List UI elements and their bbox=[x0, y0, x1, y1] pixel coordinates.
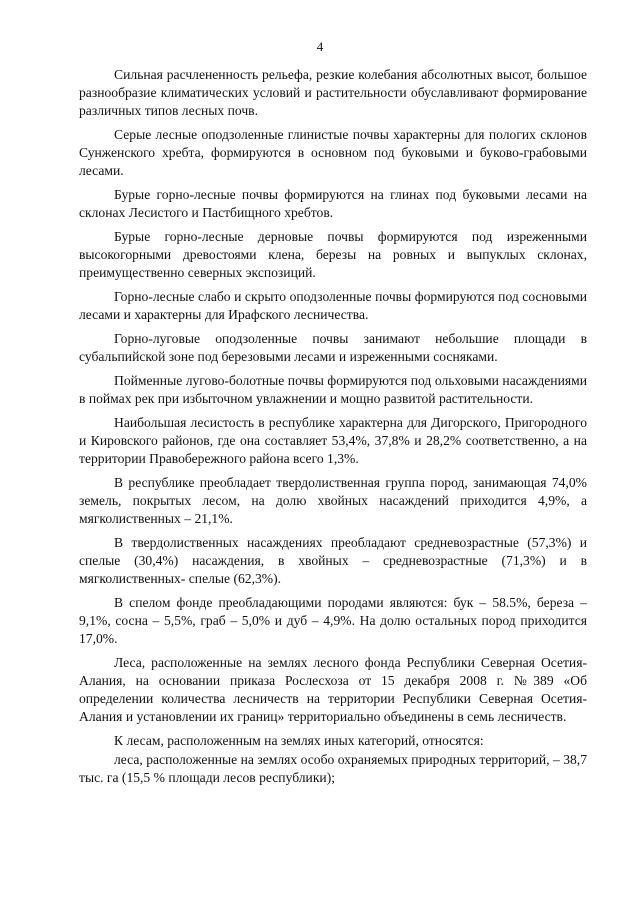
paragraph-floodplain-soils: Пойменные лугово-болотные почвы формируются под ольховыми насаждениями в поймах рек при избыточном увлажнении и мощно развитой растительности. bbox=[79, 373, 587, 406]
paragraph-grey-forest-soils: Серые лесные оподзоленные глинистые почвы характерны для пологих склонов Сунженского хребта, формируются в основном под буковыми и буково-грабовыми лесами. bbox=[79, 127, 587, 178]
document-body bbox=[79, 66, 587, 793]
paragraph-forest-cover: Наибольшая лесистость в республике характерна для Дигорского, Пригородного и Кировского районов, где она составляет 53,4%, 37,8% и 28,2% соответственно, а на территории Правобережного района всего 1,3%. bbox=[79, 415, 587, 466]
paragraph-protected-areas: леса, расположенные на землях особо охраняемых природных территорий, – 38,7 тыс. га (15,5 % площади лесов республики); bbox=[79, 752, 587, 785]
paragraph-hardwood-share: В республике преобладает твердолиственная группа пород, занимающая 74,0% земель, покрытых лесом, на долю хвойных насаждений приходится 4,9%, а мягколиственных – 21,1%. bbox=[79, 475, 587, 526]
paragraph-mature-stock: В спелом фонде преобладающими породами являются: бук – 58.5%, береза – 9,1%, сосна – 5,5%, граб – 5,0% и дуб – 4,9%. На долю остальных пород приходится 17,0%. bbox=[79, 595, 587, 646]
paragraph-brown-mountain-soils: Бурые горно-лесные почвы формируются на глинах под буковыми лесами на склонах Лесистого и Пастбищного хребтов. bbox=[79, 187, 587, 220]
paragraph-age-structure: В твердолиственных насаждениях преобладают средневозрастные (57,3%) и спелые (30,4%) насаждения, в хвойных – средневозрастные (71,3%) и в мягколиственных- спелые (62,3%). bbox=[79, 535, 587, 586]
page-number: 4 bbox=[316, 39, 324, 54]
paragraph-podzolized-soils: Горно-лесные слабо и скрыто оподзоленные почвы формируются под сосновыми лесами и характерны для Ирафского лесничества. bbox=[79, 289, 587, 322]
paragraph-other-categories: К лесам, расположенным на землях иных категорий, относятся: bbox=[114, 733, 484, 748]
paragraph-brown-sod-soils: Бурые горно-лесные дерновые почвы формируются под изреженными высокогорными древостоями клена, березы на ровных и выпуклых склонах, преимущественно северных экспозиций. bbox=[79, 229, 587, 280]
paragraph-meadow-soils: Горно-луговые оподзоленные почвы занимают небольшие площади в субальпийской зоне под березовыми лесами и изреженными сосняками. bbox=[79, 331, 587, 364]
paragraph-forestries: Леса, расположенные на землях лесного фонда Республики Северная Осетия-Алания, на основании приказа Рослесхоза от 15 декабря 2008 г. №389 «Об определении количества лесничеств на территории Республики Северная Осетия-Алания и установлении их границ» территориально объединены в семь лесничеств. bbox=[79, 655, 587, 724]
paragraph-relief: Сильная расчлененность рельефа, резкие колебания абсолютных высот, большое разнообразие климатических условий и растительности обуславливают формирование различных типов лесных почв. bbox=[79, 67, 587, 118]
